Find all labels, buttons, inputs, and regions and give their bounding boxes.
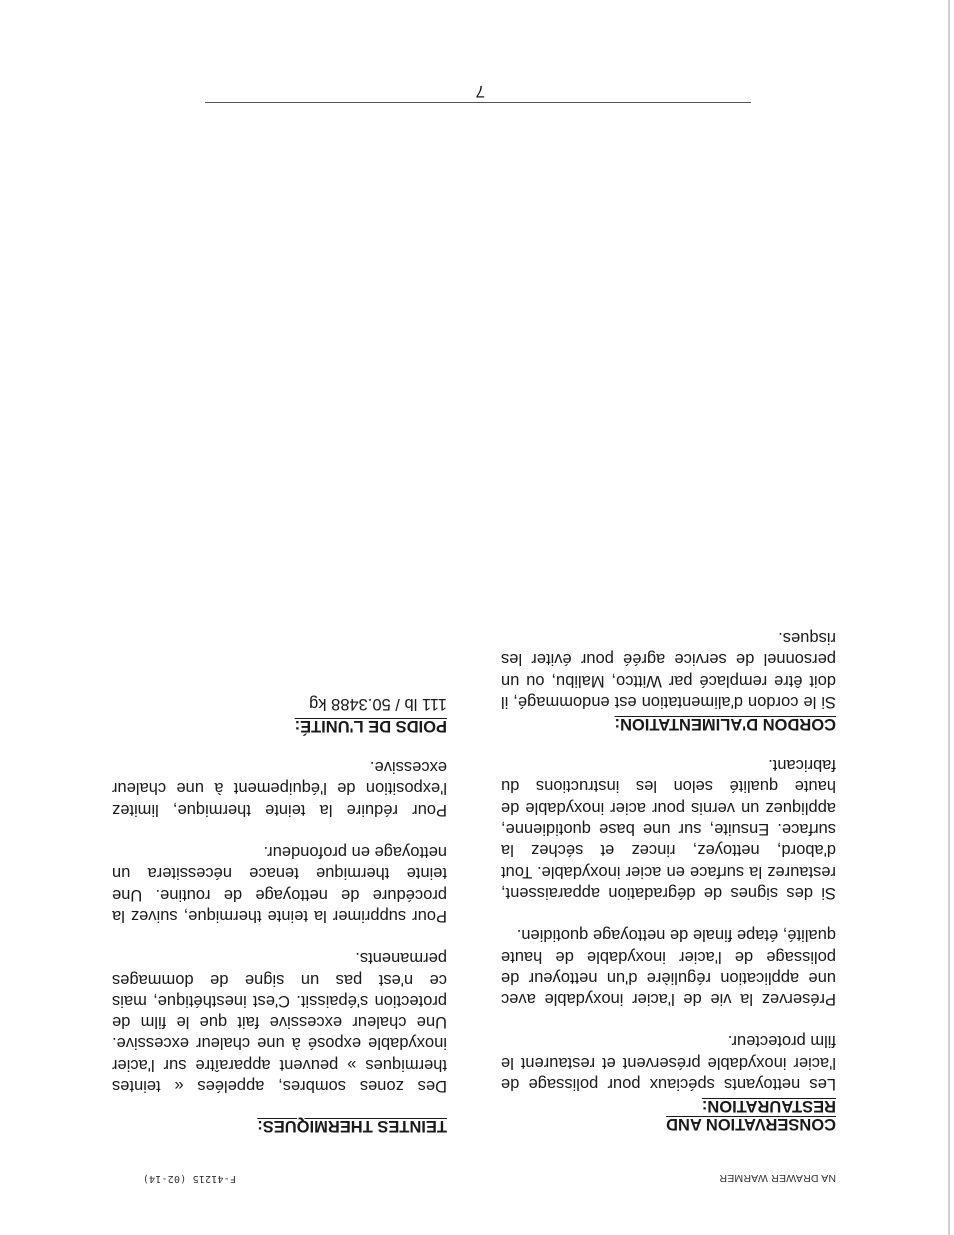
header-form-number: F-41215 (02-14) bbox=[142, 1173, 236, 1184]
conservation-title bbox=[501, 1097, 836, 1133]
teintes-paragraph-3: Pour réduire la teinte thermique, limitez l'exposition de l'équipement à une chaleur excessive. bbox=[112, 758, 447, 819]
conservation-paragraph-1: Les nettoyants spéciaux pour polissage de l'acier inoxydable préservent et restaurent le film protecteur. bbox=[501, 1032, 836, 1093]
poids-title: POIDS DE L'UNITÉ: bbox=[294, 716, 447, 735]
footer-rule bbox=[205, 102, 751, 103]
poids-value: 111 lb / 50.3488 kg bbox=[309, 694, 447, 713]
cordon-paragraph: Si le cordon d'alimentation est endommagé, il doit être remplacé par Wittco, Malibu, ou un personnel de service agréé pour éviter les risques. bbox=[501, 628, 836, 711]
scan-edge-line bbox=[948, 0, 950, 1235]
header-product: NA DRAWER WARMER bbox=[719, 1172, 836, 1184]
conservation-paragraph-3: Si des signes de dégradation apparaissent, restaurez la surface en acier inoxydable. Tout d'abord, nettoyez, rincez et séchez la surface. Ensuite, sur une base quotidienne, appliquez un vernis pour acier inoxydable de haute qualité selon les instructions du fabricant. bbox=[501, 756, 836, 902]
teintes-title: TEINTES THERMIQUES: bbox=[257, 1117, 447, 1135]
page-number: 7 bbox=[475, 82, 485, 101]
page-footer bbox=[205, 77, 751, 107]
left-column bbox=[501, 627, 836, 1133]
conservation-title-line1: CONSERVATION AND bbox=[666, 1115, 836, 1133]
cordon-title: CORDON D'ALIMENTATION: bbox=[614, 714, 836, 733]
conservation-paragraph-2: Préservez la vie de l'acier inoxydable avec une application régulière d'un nettoyeur de polissage de l'acier inoxydable de haute qualité, étape finale de nettoyage quotidien. bbox=[501, 926, 836, 1009]
right-column bbox=[112, 693, 447, 1135]
conservation-title-line2: RESTAURATION: bbox=[701, 1097, 836, 1115]
teintes-paragraph-1: Des zones sombres, appelées « teintes thermiques » peuvent apparaître sur l'acier inoxydable exposé à une chaleur excessive. Une chaleur excessive fait que le film de protection s'épaissit. C'est inesthétique, mais ce n'est pas un signe de dommages permanents. bbox=[112, 949, 447, 1095]
teintes-paragraph-2: Pour supprimer la teinte thermique, suivez la procédure de nettoyage de routine. Une teinte thermique tenace nécessitera un nettoyage en profondeur. bbox=[112, 843, 447, 925]
